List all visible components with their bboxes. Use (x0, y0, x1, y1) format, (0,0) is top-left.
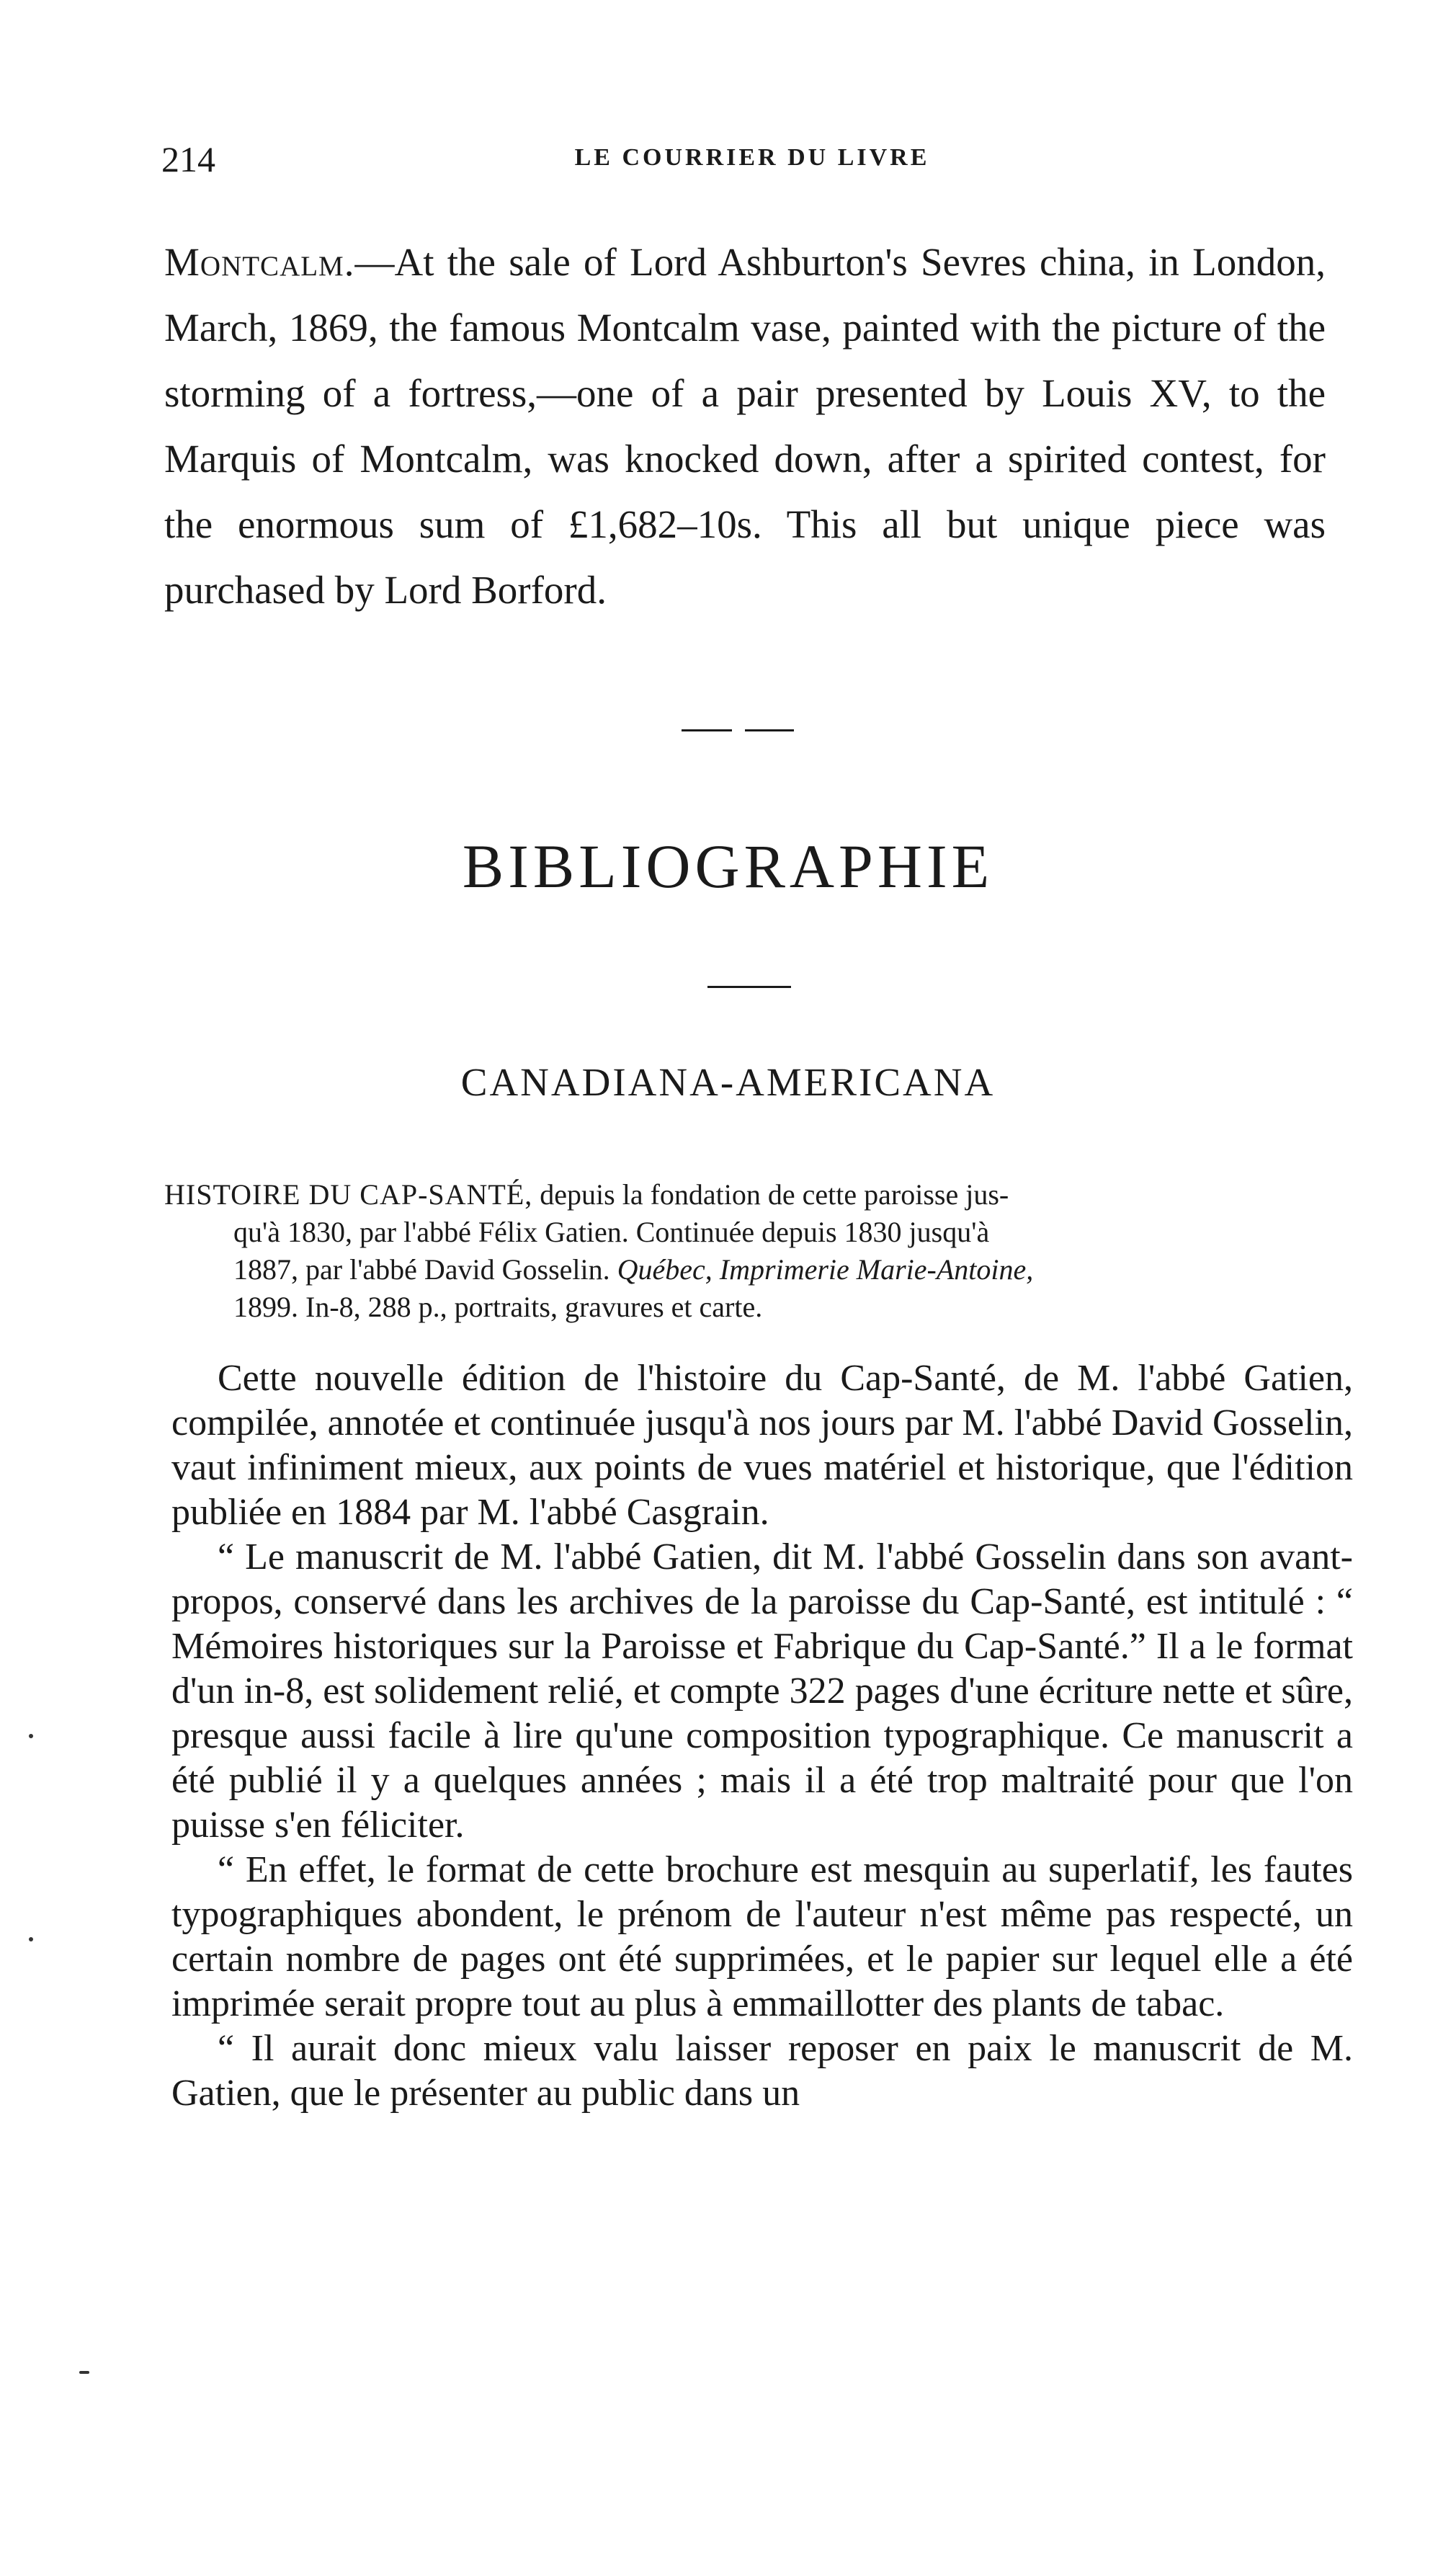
running-title: LE COURRIER DU LIVRE (574, 144, 930, 171)
margin-speck (79, 2371, 89, 2374)
short-rule-right (745, 729, 794, 731)
page-number: 214 (161, 139, 215, 179)
review-paragraph-1: Cette nouvelle édition de l'histoire du Cap-Santé, de M. l'abbé Gatien, compilée, annotée et continuée jusqu'à nos jours par M. l'abbé David Gosselin, vaut infiniment mieux, aux points de vues matériel et historique, que l'édition publiée en 1884 par M. l'abbé Casgrain. (171, 1358, 1353, 1533)
montcalm-lead: Montcalm. (164, 240, 355, 284)
review-paragraph-2: “ Le manuscrit de M. l'abbé Gatien, dit M. l'abbé Gosselin dans son avant-propos, conservé dans les archives de la paroisse du Cap-Santé, est intitulé : “ Mémoires historiques sur la Paroisse et Fabrique du Cap-Santé.” Il a le format d'un in-8, est solidement relié, et compte 322 pages d'une écriture nette et sûre, presque aussi facile à lire qu'une composition typographique. Ce manuscrit a été publié il y a quelques années ; mais il a été trop maltraité pour que l'on puisse s'en féliciter. (171, 1536, 1353, 1846)
entry-line1: depuis la fondation de cette paroisse jus- (532, 1178, 1009, 1211)
running-head (161, 138, 1343, 196)
entry-publisher: Québec, Imprimerie Marie-Antoine, (617, 1253, 1034, 1286)
bibliographic-entry (164, 1176, 1346, 1326)
entry-line2: qu'à 1830, par l'abbé Félix Gatien. Continuée depuis 1830 jusqu'à (233, 1216, 990, 1248)
entry-title: HISTOIRE DU CAP-SANTÉ, (164, 1178, 533, 1211)
review-paragraph-4: “ Il aurait donc mieux valu laisser reposer en paix le manuscrit de M. Gatien, que le présenter au public dans un (171, 2028, 1353, 2114)
entry-line4: 1899. In-8, 288 p., portraits, gravures et carte. (233, 1291, 763, 1323)
montcalm-paragraph (164, 229, 1326, 623)
section-subtitle: CANADIANA-AMERICANA (460, 1060, 996, 1104)
title-rule (707, 986, 791, 988)
entry-line3: 1887, par l'abbé David Gosselin. (233, 1253, 617, 1286)
short-rule-left (682, 729, 732, 731)
margin-speck (29, 1937, 33, 1941)
margin-speck (29, 1734, 33, 1738)
review-text (171, 1356, 1353, 2116)
section-title: BIBLIOGRAPHIE (462, 832, 994, 901)
montcalm-text: —At the sale of Lord Ashburton's Sevres china, in London, March, 1869, the famous Montcalm vase, painted with the picture of the storming of a fortress,—one of a pair presented by Louis XV, to the Marquis of Montcalm, was knocked down, after a spirited contest, for the enormous sum of £1,682–10s. This all but unique piece was purchased by Lord Borford. (164, 240, 1326, 612)
review-paragraph-3: “ En effet, le format de cette brochure est mesquin au superlatif, les fautes typographiques abondent, le prénom de l'auteur n'est même pas respecté, un certain nombre de pages ont été supprimées, et le papier sur lequel elle a été imprimée serait propre tout au plus à emmaillotter des plants de tabac. (171, 1849, 1353, 2024)
